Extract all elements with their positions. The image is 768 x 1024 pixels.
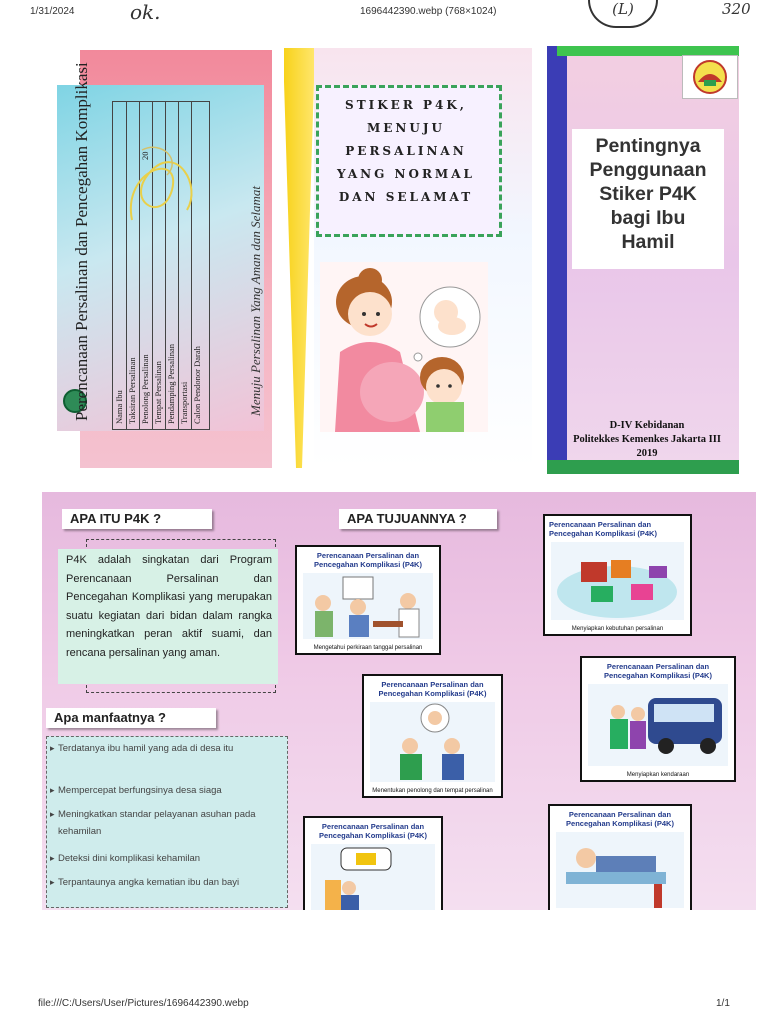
stiker-heading [320,94,492,209]
vehicle-illustration [588,684,728,766]
stiker-line: STIKER P4K, [345,98,467,112]
consultation-illustration [303,573,433,639]
definition-text: P4K adalah singkatan dari Program Perencanaan Persalinan dan Pencegahan Komplikasi yang merupakan suatu kegiatan dari bidan dalam rangka meningkatkan peran aktif suami, dan rencana persalinan yang aman. [66,554,272,659]
sticker-swirl-decoration [112,130,208,240]
midwife-illustration [370,702,495,782]
pregnant-mother-illustration [320,262,488,432]
card-caption: Menyiapkan kendaraan [626,772,690,778]
form-field-4: Tempat Persalinan [153,361,163,424]
bullet-icon: ▸ [50,743,55,753]
card-title: Perencanaan Persalinan dan Pencegahan Komplikasi (P4K) [549,520,657,538]
card-title: Perencanaan Persalinan dan Pencegahan Komplikasi (P4K) [604,662,712,680]
handwritten-number: 320 [722,0,751,18]
bullet-icon: ▸ [50,809,55,819]
card-caption: Menentukan penolong dan tempat persalinan [372,788,493,794]
front-title-line: Stiker P4K [599,183,697,205]
form-field-1: Nama Ibu [114,390,124,424]
form-field-7: Calon Pendonor Darah [192,346,202,424]
poltekkes-logo-icon [683,56,737,98]
form-year: 20 [140,151,150,160]
handwritten-ok: ok. [130,0,161,24]
supplies-illustration [551,542,684,620]
front-title-line: Hamil [621,231,675,253]
card-title: Perencanaan Persalinan dan Pencegahan Komplikasi (P4K) [319,822,427,840]
front-title-line: Penggunaan [589,159,707,181]
handwritten-circle: (L) [588,0,658,28]
front-title [572,134,724,254]
card-title: Perencanaan Persalinan dan Pencegahan Komplikasi (P4K) [314,551,422,569]
benefit-item: Meningkatkan standar pelayanan asuhan pada kehamilan [58,809,256,837]
stiker-line: YANG NORMAL [337,167,475,181]
print-date: 1/31/2024 [30,6,75,17]
benefit-heading: Apa manfaatnya ? [46,708,216,728]
p4k-card-blood-donor [548,804,692,910]
stiker-line: PERSALINAN [345,144,467,158]
p4k-card-due-date [295,545,441,655]
donor-bed-illustration [556,832,684,908]
form-field-6: Transportasi [179,381,189,424]
benefit-item: Mempercepat berfungsinya desa siaga [58,785,222,796]
card-caption: Menyiapkan kebutuhan persalinan [571,626,664,632]
yellow-ribbon [284,48,314,468]
benefit-item: Deteksi dini komplikasi kehamilan [58,853,201,864]
print-file-title: 1696442390.webp (768×1024) [360,6,497,17]
what-is-p4k-heading: APA ITU P4K ? [62,509,212,529]
form-field-2: Taksiran Persalinan [127,357,137,424]
institution-year: 2019 [636,448,658,459]
print-page-number: 1/1 [716,998,730,1009]
benefit-item: Terpantaunya angka kematian ibu dan bayi [58,877,240,888]
p4k-card-helper [362,674,503,798]
form-field-3: Penolong Persalinan [140,354,150,424]
institution-text [551,419,743,461]
stiker-line: MENUJU [366,121,445,135]
purpose-heading: APA TUJUANNYA ? [339,509,497,529]
p4k-card-supplies [543,514,692,636]
print-file-path: file:///C:/Users/User/Pictures/1696442390.webp [38,998,249,1009]
benefit-item: Terdatanya ibu hamil yang ada di desa itu [58,743,234,754]
institution-logo-box [682,55,738,99]
bullet-icon: ▸ [50,785,55,795]
bullet-icon: ▸ [50,853,55,863]
bullet-icon: ▸ [50,877,55,887]
front-title-line: bagi Ibu [610,207,686,229]
card-caption: Mengetahui perkiraan tanggal persalinan [313,645,423,651]
institution-dept: D-IV Kebidanan [609,420,685,431]
front-cover-green-bottom [547,460,739,474]
sticker-title: Perencanaan Persalinan dan Pencegahan Komplikasi [72,62,91,421]
front-cover-blue-stripe [547,46,567,474]
stiker-line: DAN SELAMAT [338,190,474,204]
p4k-card-communication [303,816,443,910]
front-title-line: Pentingnya [595,135,701,157]
card-title: Perencanaan Persalinan dan Pencegahan Komplikasi (P4K) [566,810,674,828]
form-field-5: Pendamping Persalinan [166,343,176,424]
card-title: Perencanaan Persalinan dan Pencegahan Komplikasi (P4K) [378,680,487,698]
phone-illustration [311,844,435,910]
institution-name: Politekkes Kemenkes Jakarta III [573,434,721,445]
sticker-subtitle: Menuju Persalinan Yang Aman dan Selamat [248,185,263,416]
p4k-card-vehicle [580,656,736,782]
